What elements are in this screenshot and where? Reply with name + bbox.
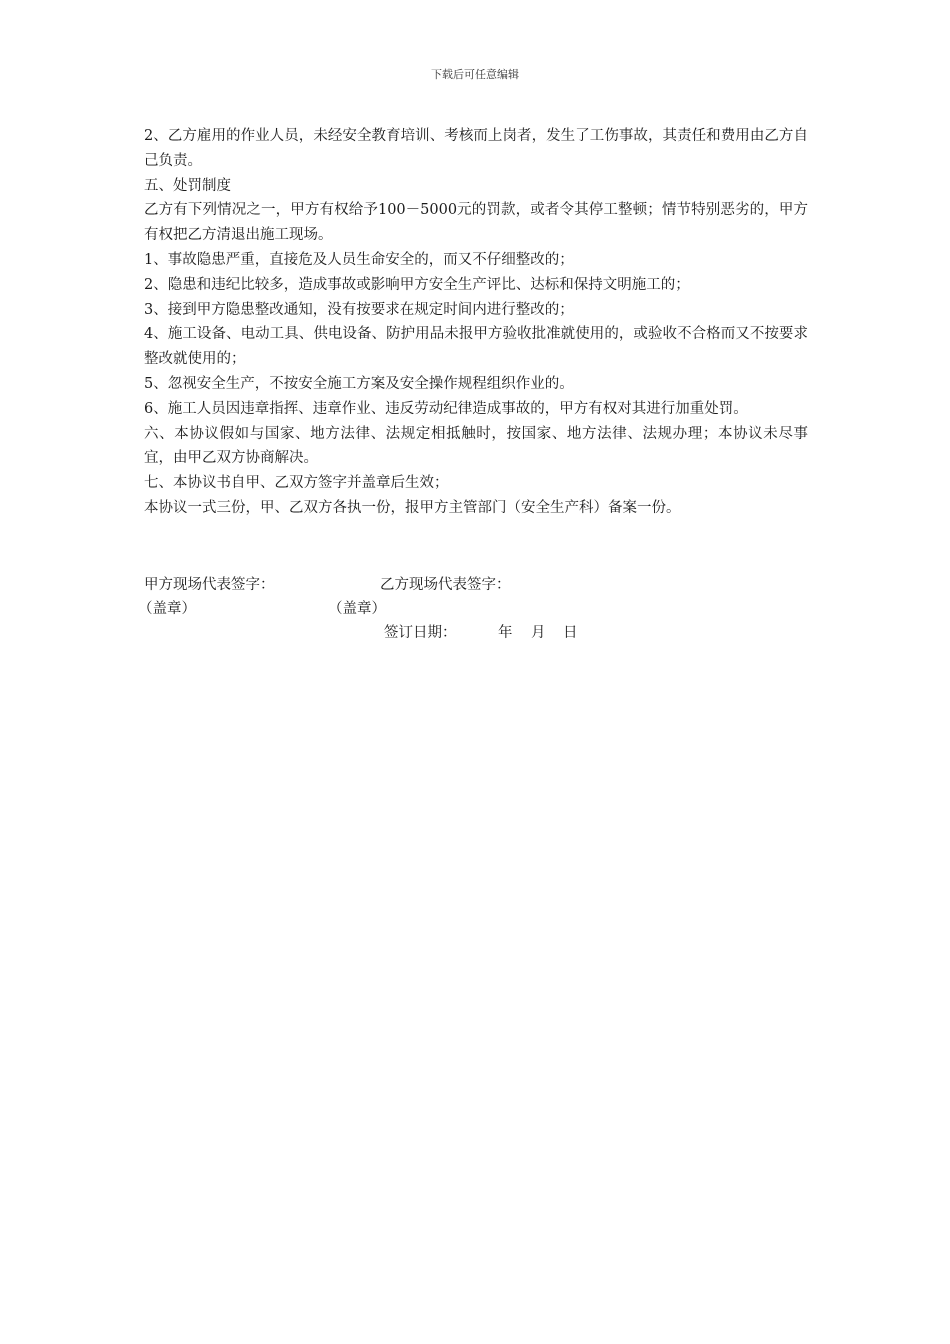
penalty-item-2: 2、隐患和违纪比较多，造成事故或影响甲方安全生产评比、达标和保持文明施工的； — [144, 276, 690, 293]
penalty-item-4: 4、施工设备、电动工具、供电设备、防护用品未报甲方验收批准就使用的，或验收不合格而又不按要求整改就使用的； — [144, 326, 808, 368]
party-a-signature-label: 甲方现场代表签字： — [144, 577, 275, 593]
document-body — [144, 124, 808, 521]
penalty-item-6: 6、施工人员因违章指挥、违章作业、违反劳动纪律造成事故的，甲方有权对其进行加重处罚。 — [144, 400, 748, 417]
party-a-seal: （盖章） — [138, 601, 196, 617]
party-b-seal: （盖章） — [328, 601, 386, 617]
clause-2-liability: 2、乙方雇用的作业人员，未经安全教育培训、考核而上岗者，发生了工伤事故，其责任和费用由乙方自己负责。 — [144, 128, 808, 169]
penalty-item-3: 3、接到甲方隐患整改通知，没有按要求在规定时间内进行整改的； — [144, 301, 574, 318]
penalty-item-5: 5、忽视安全生产，不按安全施工方案及安全操作规程组织作业的。 — [144, 375, 574, 392]
copies-statement: 本协议一式三份，甲、乙双方各执一份，报甲方主管部门（安全生产科）备案一份。 — [144, 499, 681, 516]
signature-row — [144, 573, 808, 597]
penalty-item-1: 1、事故隐患严重，直接危及人员生命安全的，而又不仔细整改的； — [144, 251, 574, 268]
seal-row — [138, 597, 808, 621]
date-month: 月 — [531, 625, 546, 641]
date-year: 年 — [498, 625, 513, 641]
date-day: 日 — [563, 625, 578, 641]
section-six-law: 六、本协议假如与国家、地方法律、法规定相抵触时，按国家、地方法律、法规办理；本协议未尽事宜，由甲乙双方协商解决。 — [144, 425, 808, 467]
page-header: 下载后可任意编辑 — [431, 68, 519, 81]
date-row — [144, 621, 808, 645]
section-heading-penalty: 五、处罚制度 — [144, 177, 231, 194]
section-seven-effect: 七、本协议书自甲、乙双方签字并盖章后生效； — [144, 475, 449, 492]
penalty-intro: 乙方有下列情况之一，甲方有权给予100－5000元的罚款，或者令其停工整顿；情节特别恶劣的，甲方有权把乙方清退出施工现场。 — [144, 202, 808, 244]
signing-date-label: 签订日期： — [384, 625, 457, 641]
signature-block — [138, 573, 808, 645]
party-b-signature-label: 乙方现场代表签字： — [380, 577, 511, 593]
